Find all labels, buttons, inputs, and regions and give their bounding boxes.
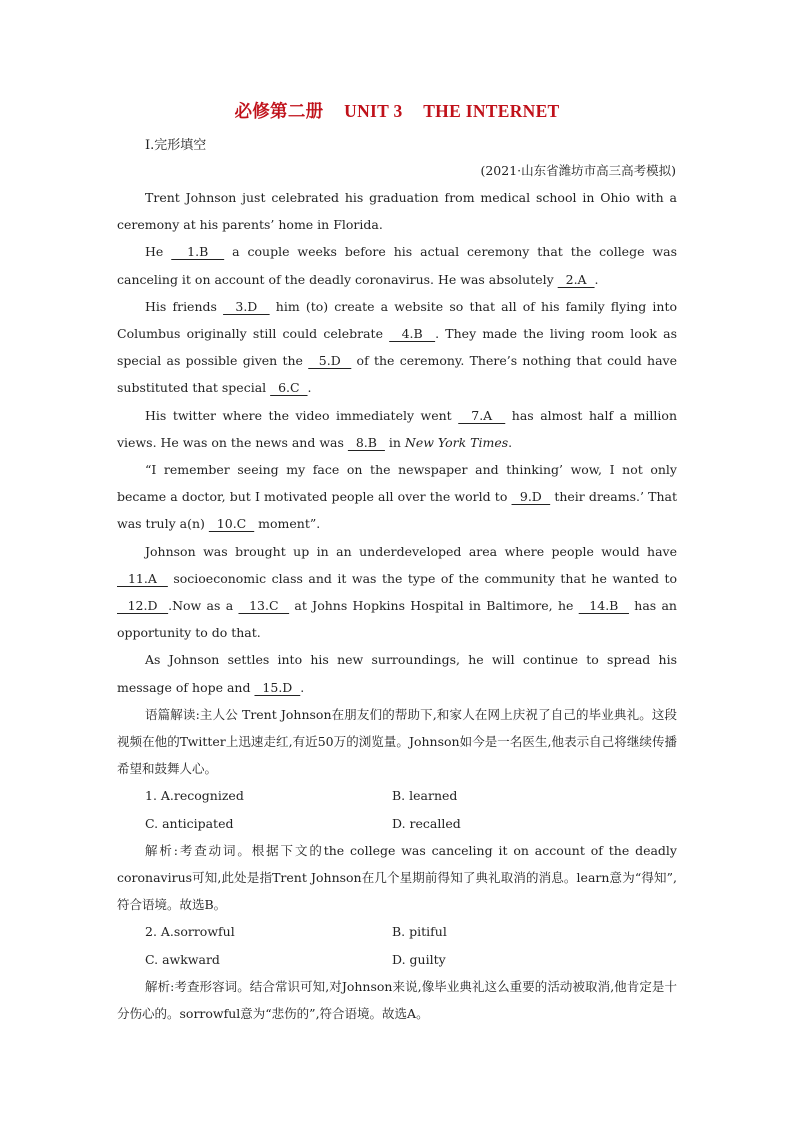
answer-blank-15: 15.D	[254, 679, 301, 695]
answer-blank-6: 6.C	[270, 380, 308, 396]
passage-interpretation: 语篇解读:主人公 Trent Johnson在朋友们的帮助下,和家人在网上庆祝了自己的毕业典礼。这段视频在他的Twitter上迅速走红,有近50万的浏览量。Johnson如今是一名医生,他表示自己将继续传播希望和鼓舞人心。	[117, 706, 677, 777]
answer-blank-3: 3.D	[223, 298, 270, 314]
question-1-option-b: B. learned	[392, 788, 458, 804]
question-1-options-row-1	[117, 782, 677, 809]
question-2-option-b: B. pitiful	[392, 924, 447, 940]
answer-blank-14: 14.B	[578, 598, 629, 614]
question-1-analysis: 解析:考查动词。根据下文的the college was canceling it on account of the deadly coronavirus可知,此处是指Trent Johnson在几个星期前得知了典礼取消的消息。learn意为“得知”,符合语境。故选B。	[117, 842, 677, 913]
source-note: (2021·山东省潍坊市高三高考模拟)	[480, 163, 676, 178]
answer-blank-13: 13.C	[238, 598, 290, 614]
question-2-options-row-1	[117, 918, 677, 945]
answer-blank-11: 11.A	[117, 570, 168, 586]
answer-blank-7: 7.A	[458, 407, 506, 423]
question-1-option-d: D. recalled	[392, 815, 461, 831]
question-1-option-a: 1. A.recognized	[145, 788, 244, 804]
question-2-option-d: D. guilty	[392, 951, 446, 967]
section-heading: Ⅰ.完形填空	[145, 138, 207, 153]
answer-blank-5: 5.D	[308, 353, 352, 369]
question-2-option-a: 2. A.sorrowful	[145, 924, 235, 940]
answer-blank-9: 9.D	[511, 489, 551, 505]
document-body	[117, 184, 677, 1027]
answer-blank-10: 10.C	[208, 516, 255, 532]
title-unit: UNIT 3	[344, 101, 403, 121]
question-2-option-c: C. awkward	[145, 951, 220, 967]
page-title	[0, 98, 794, 123]
passage-paragraph-4: His twitter where the video immediately went 7.A has almost half a million views. He was on the news and was 8.B in New York Times.	[117, 407, 677, 450]
question-1-option-c: C. anticipated	[145, 815, 234, 831]
passage-paragraph-5: “I remember seeing my face on the newspaper and thinking’ wow, I not only became a doctor, but I motivated people all over the world to 9.D their dreams.’ That was truly a(n) 10.C moment”.	[117, 462, 678, 532]
answer-blank-2: 2.A	[557, 271, 595, 287]
answer-blank-4: 4.B	[389, 326, 436, 342]
passage-paragraph-1: Trent Johnson just celebrated his graduation from medical school in Ohio with a ceremony at his parents’ home in Florida.	[117, 190, 677, 233]
answer-blank-1: 1.B	[171, 244, 225, 260]
passage-paragraph-2: He 1.B a couple weeks before his actual ceremony that the college was canceling it on account of the deadly coronavirus. He was absolutely 2.A .	[117, 244, 677, 287]
answer-blank-8: 8.B	[347, 434, 385, 450]
title-book: 必修第二册	[234, 101, 324, 121]
newspaper-name: New York Times	[404, 434, 509, 450]
title-topic: THE INTERNET	[423, 101, 560, 121]
question-2-options-row-2	[117, 946, 677, 973]
question-1-options-row-2	[117, 810, 677, 837]
passage-paragraph-6: Johnson was brought up in an underdeveloped area where people would have 11.A socioeconomic class and it was the type of the community that he wanted to 12.D .Now as a 13.C at Johns Hopkins Hospital in Baltimore, he 14.B has an opportunity to do that.	[117, 543, 677, 641]
passage-paragraph-7: As Johnson settles into his new surroundings, he will continue to spread his message of hope and 15.D .	[117, 652, 677, 695]
answer-blank-12: 12.D	[117, 598, 169, 614]
question-2-analysis: 解析:考查形容词。结合常识可知,对Johnson来说,像毕业典礼这么重要的活动被取消,他肯定是十分伤心的。sorrowful意为“悲伤的”,符合语境。故选A。	[117, 978, 677, 1022]
passage-paragraph-3: His friends 3.D him (to) create a website so that all of his family flying into Columbus originally still could celebrate 4.B . They made the living room look as special as possible given the 5.D of the ceremony. There’s nothing that could have substituted that special 6.C .	[117, 298, 677, 396]
